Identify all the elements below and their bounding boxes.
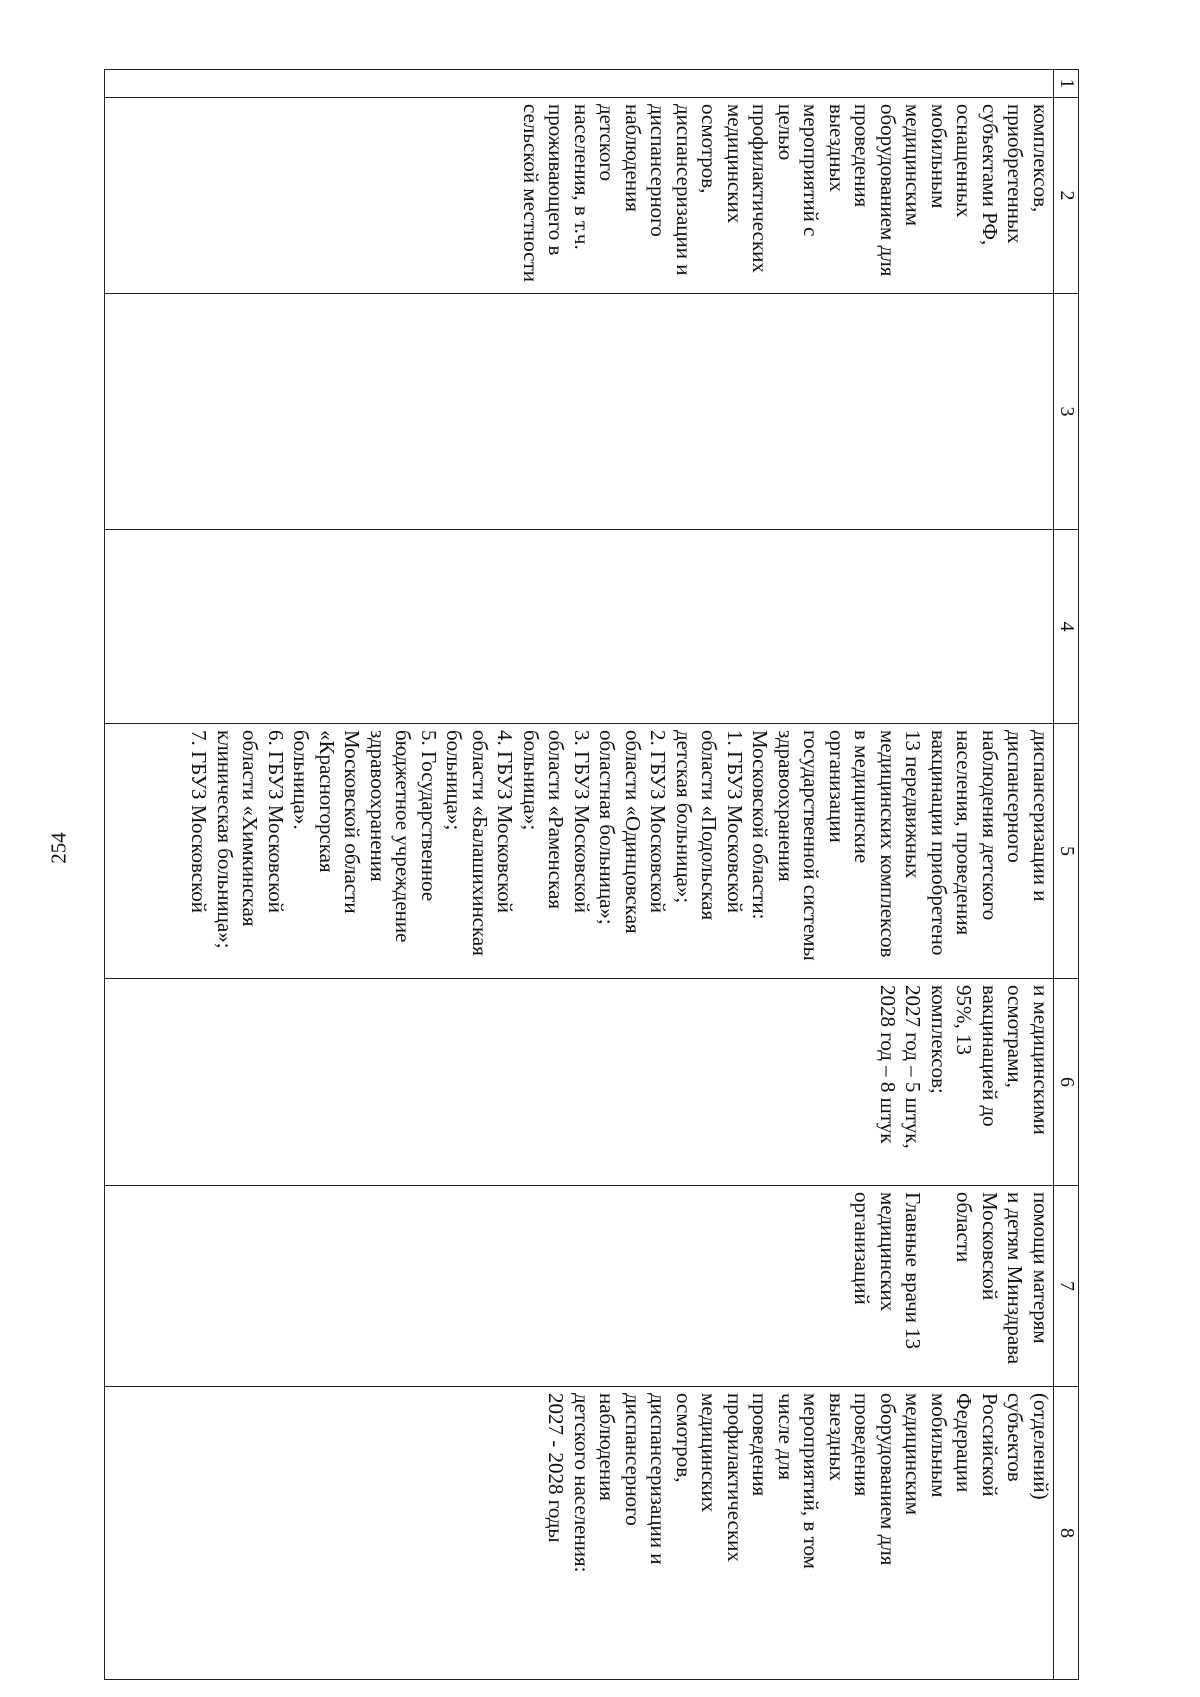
- header-cell-4: 4: [1054, 530, 1079, 724]
- header-cell-8: 8: [1054, 1387, 1079, 1680]
- header-cell-3: 3: [1054, 294, 1079, 530]
- rotated-table-container: [103, 69, 1079, 1679]
- cell-result-text: и медицинскими осмотрами, вакцинацией до 95%, 13 комплексов; 2027 год – 5 штук, 2028 год – 8 штук: [105, 979, 1054, 1186]
- cell-deadline-text: (отделений) субъектов Российской Федерации мобильным медицинским оборудованием для проведения выездных мероприятий, в том числе для проведения профилактических медицинских осмотров, диспансеризации и диспансерного наблюдения детского населения: 2027 - 2028 годы: [105, 1387, 1054, 1680]
- cell-col-1: [105, 70, 1054, 98]
- header-cell-5: 5: [1054, 724, 1079, 979]
- cell-col-3: [105, 294, 1054, 530]
- table-row: [105, 70, 1054, 1680]
- table-header-row: [1054, 70, 1079, 1680]
- cell-col-4: [105, 530, 1054, 724]
- header-cell-1: 1: [1054, 70, 1079, 98]
- cell-measures-text: диспансеризации и диспансерного наблюдения детского населения, проведения вакцинации приобретено 13 передвижных медицинских комплексов в медицинские организации государственной системы здравоохранения Московской области: 1. ГБУЗ Московской области «Подольская детская больница»; 2. ГБУЗ Московской области «Одинцовская областная больница»; 3. ГБУЗ Московской области «Раменская больница»; 4. ГБУЗ Московской области «Балашихинская больница»; 5. Государственное бюджетное учреждение здравоохранения Московской области «Красногорская больница». 6. ГБУЗ Московской области «Химкинская клиническая больница»; 7. ГБУЗ Московской: [105, 724, 1054, 979]
- header-cell-6: 6: [1054, 979, 1079, 1186]
- cell-responsible-text: помощи матерям и детям Минздрава Московской области Главные врачи 13 медицинских организаций: [105, 1186, 1054, 1387]
- header-cell-2: 2: [1054, 98, 1079, 294]
- page-number: 254: [46, 832, 71, 864]
- plan-table: [104, 69, 1079, 1680]
- cell-indicator-text: комплексов, приобретенных субъектами РФ, оснащенных мобильным медицинским оборудованием для проведения выездных мероприятий с целью профилактических медицинских осмотров, диспансеризации и диспансерного наблюдения детского населения, в т.ч. проживающего в сельской местности: [105, 98, 1054, 294]
- header-cell-7: 7: [1054, 1186, 1079, 1387]
